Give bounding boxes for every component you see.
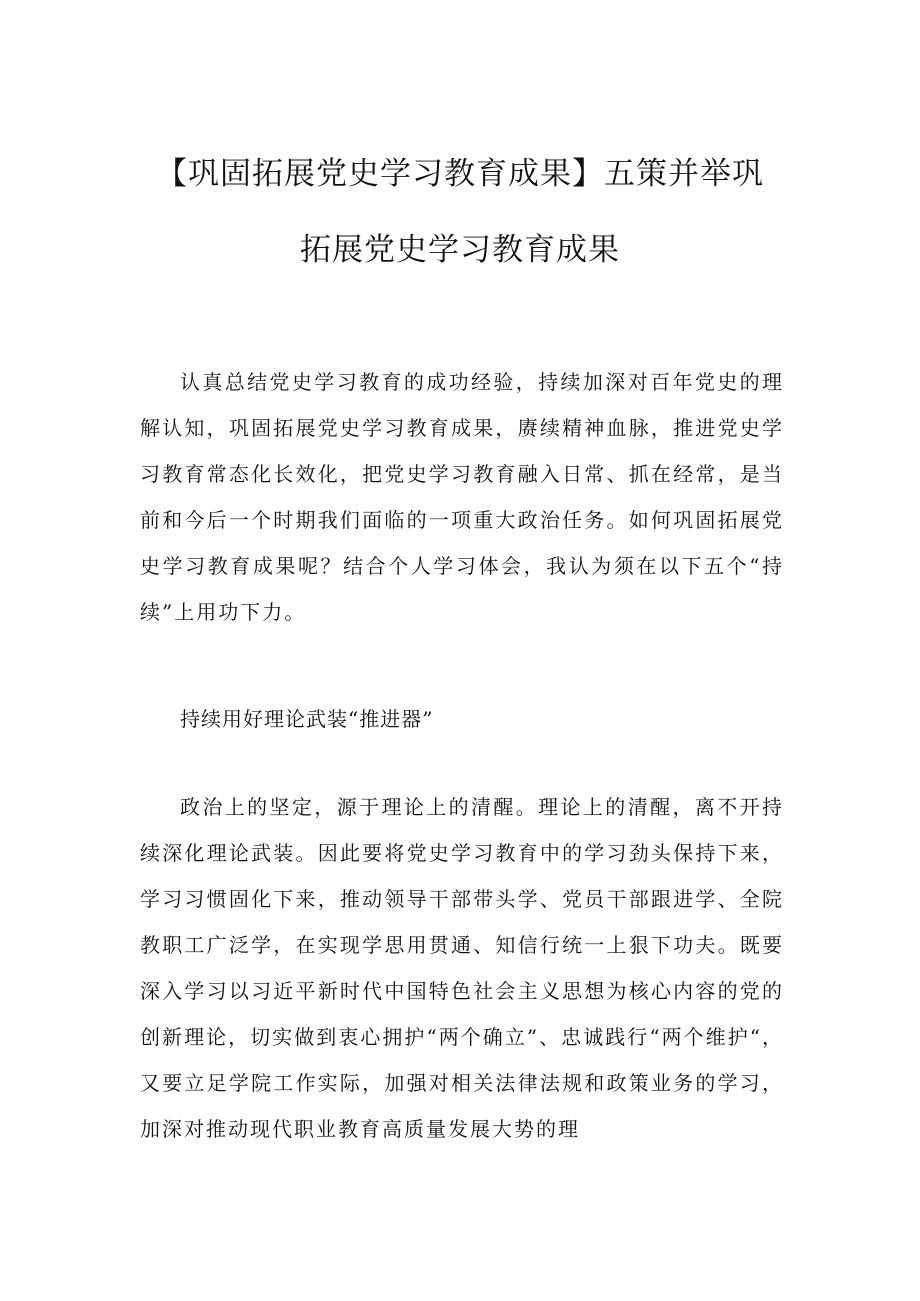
- body-paragraph: 政治上的坚定，源于理论上的清醒。理论上的清醒，离不开持续深化理论武装。因此要将党史学习教育中的学习劲头保持下来，学习习惯固化下来，推动领导干部带头学、党员干部跟进学、全院教职工广泛学，在实现学思用贯通、知信行统一上狠下功夫。既要深入学习以习近平新时代中国特色社会主义思想为核心内容的党的创新理论，切实做到衷心拥护“两个确立”、忠诚践行“两个维护“，又要立足学院工作实际，加强对相关法律法规和政策业务的学习，加深对推动现代职业教育高质量发展大势的理: [140, 795, 784, 1141]
- document-title-line-1: 【巩固拓展党史学习教育成果】五策并举巩: [156, 156, 764, 192]
- document-title-line-2: 拓展党史学习教育成果: [300, 232, 620, 268]
- section-heading: 持续用好理论武装“推进器”: [180, 707, 434, 731]
- intro-paragraph: 认真总结党史学习教育的成功经验，持续加深对百年党史的理解认知，巩固拓展党史学习教育成果，赓续精神血脉，推进党史学习教育常态化长效化，把党史学习教育融入日常、抓在经常，是当前和今后一个时期我们面临的一项重大政治任务。如何巩固拓展党史学习教育成果呢？结合个人学习体会，我认为须在以下五个“持续”上用功下力。: [140, 370, 784, 624]
